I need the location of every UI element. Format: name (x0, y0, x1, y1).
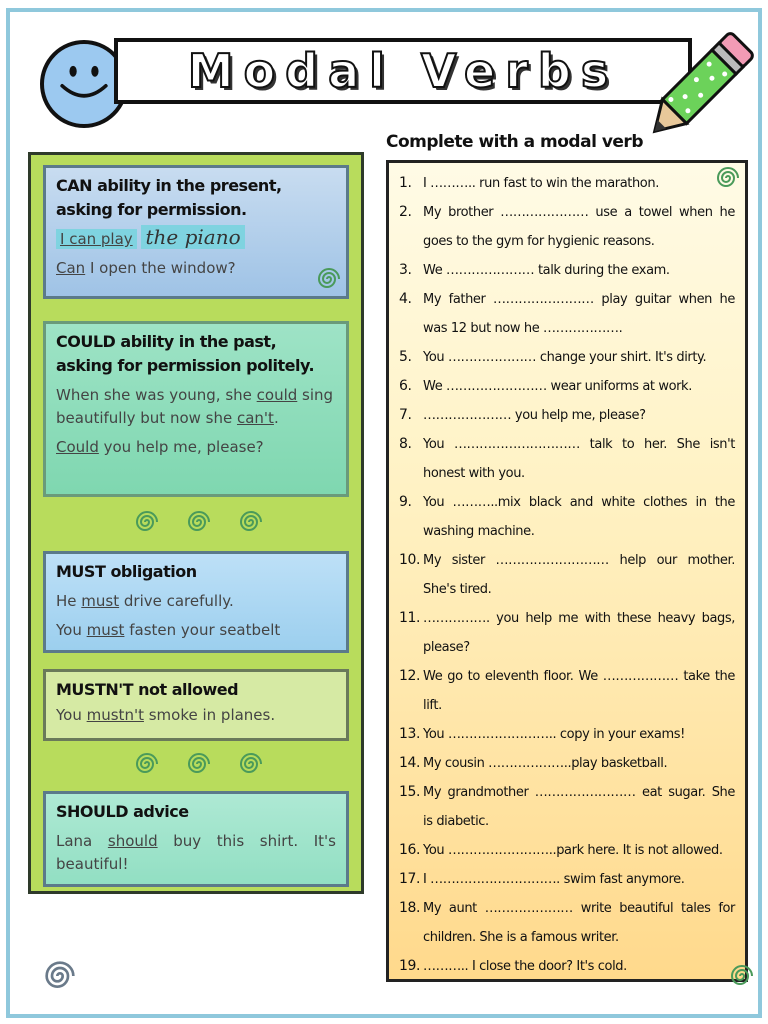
exercise-item-text: You ………………………… talk to her. She isn't honest with you. (423, 437, 735, 481)
card-must (43, 551, 349, 653)
exercise-item-number: 17. (399, 871, 421, 887)
exercise-item-text: I ……….. run fast to win the marathon. (423, 176, 659, 191)
exercise-item-number: 5. (399, 349, 412, 365)
must-example-2: You must fasten your seatbelt (56, 621, 281, 639)
exercise-item (399, 662, 735, 720)
exercise-item (399, 749, 735, 778)
exercise-title: Complete with a modal verb (386, 132, 643, 152)
exercise-item-text: ……………. you help me with these heavy bags, please? (423, 611, 735, 655)
exercise-item-number: 1. (399, 175, 412, 191)
card-should (43, 791, 349, 887)
swirl-icon (314, 264, 344, 294)
exercise-item (399, 430, 735, 488)
exercise-item (399, 865, 735, 894)
page-title: Modal Verbs (187, 44, 619, 98)
exercise-item-number: 10. (399, 552, 421, 568)
question-list (399, 169, 735, 981)
card-can (43, 165, 349, 299)
should-heading: SHOULD advice (56, 802, 189, 821)
exercise-item (399, 546, 735, 604)
exercise-item-text: My sister ……………………… help our mother. She's tired. (423, 553, 735, 597)
mustnt-heading: MUSTN'T not allowed (56, 680, 239, 699)
exercise-item-number: 12. (399, 668, 421, 684)
exercise-item-number: 2. (399, 204, 412, 220)
exercise-item (399, 894, 735, 952)
exercise-item-text: My father …………………… play guitar when he was 12 but now he ………………. (423, 292, 735, 336)
exercise-item-text: I …………………………. swim fast anymore. (423, 872, 685, 887)
exercise-item-number: 19. (399, 958, 421, 974)
exercise-panel (386, 160, 748, 982)
exercise-item (399, 343, 735, 372)
exercise-item-text: My grandmother …………………… eat sugar. She is diabetic. (423, 785, 735, 829)
swirl-icon (132, 507, 162, 537)
exercise-item-text: You ……………………..park here. It is not allowed. (423, 843, 723, 858)
swirl-icon (236, 749, 266, 779)
exercise-item-number: 6. (399, 378, 412, 394)
exercise-item-number: 4. (399, 291, 412, 307)
exercise-item (399, 952, 735, 981)
can-example-1: I can play the piano (56, 226, 336, 251)
exercise-item-number: 15. (399, 784, 421, 800)
exercise-item (399, 488, 735, 546)
pencil-icon (634, 30, 756, 152)
exercise-item-text: My cousin ………………..play basketball. (423, 756, 668, 771)
exercise-item (399, 836, 735, 865)
exercise-item (399, 198, 735, 256)
exercise-item-text: ………………… you help me, please? (423, 408, 646, 423)
swirl-icon (184, 507, 214, 537)
swirl-icon (40, 956, 80, 996)
can-example-2: Can I open the window? (56, 259, 236, 277)
swirl-icon (713, 163, 743, 193)
exercise-item-number: 11. (399, 610, 421, 626)
swirl-icon (727, 961, 757, 991)
could-example-2: Could you help me, please? (56, 438, 264, 456)
exercise-item-text: You ………………… change your shirt. It's dirty. (423, 350, 707, 365)
exercise-item-text: You ………..mix black and white clothes in the washing machine. (423, 495, 735, 539)
exercise-item-number: 14. (399, 755, 421, 771)
card-mustnt (43, 669, 349, 741)
exercise-item-text: ……….. I close the door? It's cold. (423, 959, 627, 974)
exercise-item (399, 401, 735, 430)
swirl-row-2 (31, 749, 367, 779)
exercise-item-text: We ………………… talk during the exam. (423, 263, 670, 278)
could-heading: COULD ability in the past, asking for permission politely. (56, 332, 315, 375)
exercise-item (399, 778, 735, 836)
exercise-item-text: My aunt ………………… write beautiful tales for children. She is a famous writer. (423, 901, 735, 945)
exercise-item-number: 7. (399, 407, 412, 423)
exercise-item-number: 18. (399, 900, 421, 916)
exercise-item (399, 256, 735, 285)
exercise-item-number: 8. (399, 436, 412, 452)
exercise-item-number: 9. (399, 494, 412, 510)
could-example-1: When she was young, she could sing beautifully but now she can't. (56, 386, 334, 427)
reference-panel (28, 152, 364, 894)
exercise-item-text: You …………………….. copy in your exams! (423, 727, 685, 742)
exercise-item-text: My brother ………………… use a towel when he goes to the gym for hygienic reasons. (423, 205, 735, 249)
exercise-item (399, 285, 735, 343)
swirl-row-1 (31, 507, 367, 537)
must-example-1: He must drive carefully. (56, 592, 234, 610)
exercise-item-text: We …………………… wear uniforms at work. (423, 379, 692, 394)
can-heading: CAN ability in the present, asking for permission. (56, 176, 282, 219)
exercise-item-text: We go to eleventh floor. We ……………… take the lift. (423, 669, 735, 713)
exercise-item-number: 16. (399, 842, 421, 858)
exercise-item-number: 3. (399, 262, 412, 278)
must-heading: MUST obligation (56, 562, 197, 581)
swirl-icon (132, 749, 162, 779)
exercise-item-number: 13. (399, 726, 421, 742)
exercise-item (399, 604, 735, 662)
exercise-item (399, 169, 735, 198)
exercise-item (399, 720, 735, 749)
title-box (114, 38, 692, 104)
should-example-1: Lana should buy this shirt. It's beautiful! (56, 832, 336, 873)
mustnt-example-1: You mustn't smoke in planes. (56, 706, 276, 724)
exercise-item (399, 372, 735, 401)
swirl-icon (236, 507, 266, 537)
swirl-icon (184, 749, 214, 779)
card-could (43, 321, 349, 497)
